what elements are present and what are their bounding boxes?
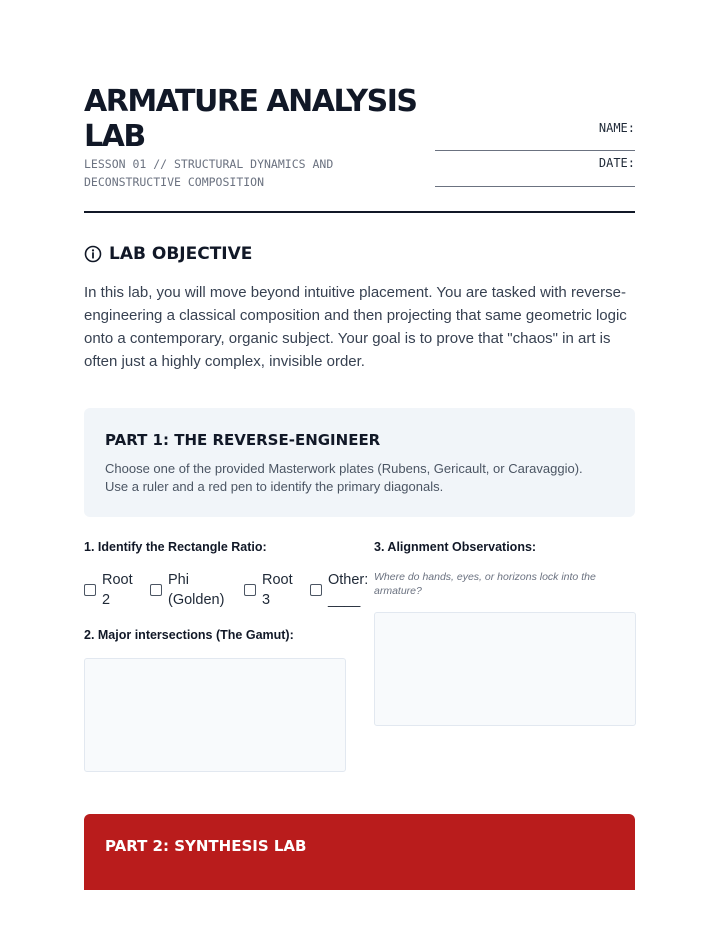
date-field[interactable] bbox=[435, 186, 635, 187]
q3-label: 3. Alignment Observations: bbox=[374, 540, 537, 554]
objective-title: LAB OBJECTIVE bbox=[109, 244, 253, 264]
part1-title: PART 1: THE REVERSE-ENGINEER bbox=[105, 431, 381, 449]
name-label: NAME: bbox=[598, 121, 635, 135]
name-field[interactable] bbox=[435, 150, 635, 151]
q1-label: 1. Identify the Rectangle Ratio: bbox=[84, 540, 267, 554]
option-root3[interactable] bbox=[244, 570, 298, 610]
header-divider bbox=[84, 211, 635, 213]
page-subtitle: LESSON 01 // STRUCTURAL DYNAMICS AND DECONSTRUCTIVE COMPOSITION bbox=[84, 157, 334, 189]
checkbox[interactable] bbox=[150, 584, 162, 596]
q3-hint: Where do hands, eyes, or horizons lock into the armature? bbox=[374, 571, 596, 597]
ratio-options bbox=[84, 570, 374, 614]
option-phi[interactable] bbox=[150, 570, 230, 610]
date-label: DATE: bbox=[598, 156, 635, 170]
checkbox[interactable] bbox=[310, 584, 322, 596]
part1-panel bbox=[84, 408, 635, 517]
option-label: Phi (Golden) bbox=[168, 572, 225, 608]
part1-instructions: Choose one of the provided Masterwork plates (Rubens, Gericault, or Caravaggio). Use a ruler and a red pen to identify the primary diagonals. bbox=[105, 461, 583, 494]
option-label: Root 3 bbox=[262, 572, 293, 608]
q2-answer-box[interactable] bbox=[84, 658, 346, 772]
q2-label: 2. Major intersections (The Gamut): bbox=[84, 628, 294, 642]
option-other[interactable] bbox=[310, 570, 374, 610]
part2-title: PART 2: SYNTHESIS LAB bbox=[105, 837, 307, 855]
checkbox[interactable] bbox=[84, 584, 96, 596]
objective-heading bbox=[84, 242, 252, 266]
option-label: Root 2 bbox=[102, 572, 133, 608]
q3-answer-box[interactable] bbox=[374, 612, 636, 726]
part2-banner bbox=[84, 814, 635, 890]
option-root2[interactable] bbox=[84, 570, 138, 610]
checkbox[interactable] bbox=[244, 584, 256, 596]
objective-text: In this lab, you will move beyond intuitive placement. You are tasked with reverse-engineering a classical composition and then projecting that same geometric logic onto a contemporary, organic subject. Your goal is to prove that "chaos" in art is often just a highly complex, invisible order. bbox=[84, 284, 627, 370]
info-circle-icon bbox=[84, 245, 102, 263]
page-title: ARMATURE ANALYSIS LAB bbox=[84, 84, 417, 154]
option-label: Other: ____ bbox=[328, 572, 369, 608]
